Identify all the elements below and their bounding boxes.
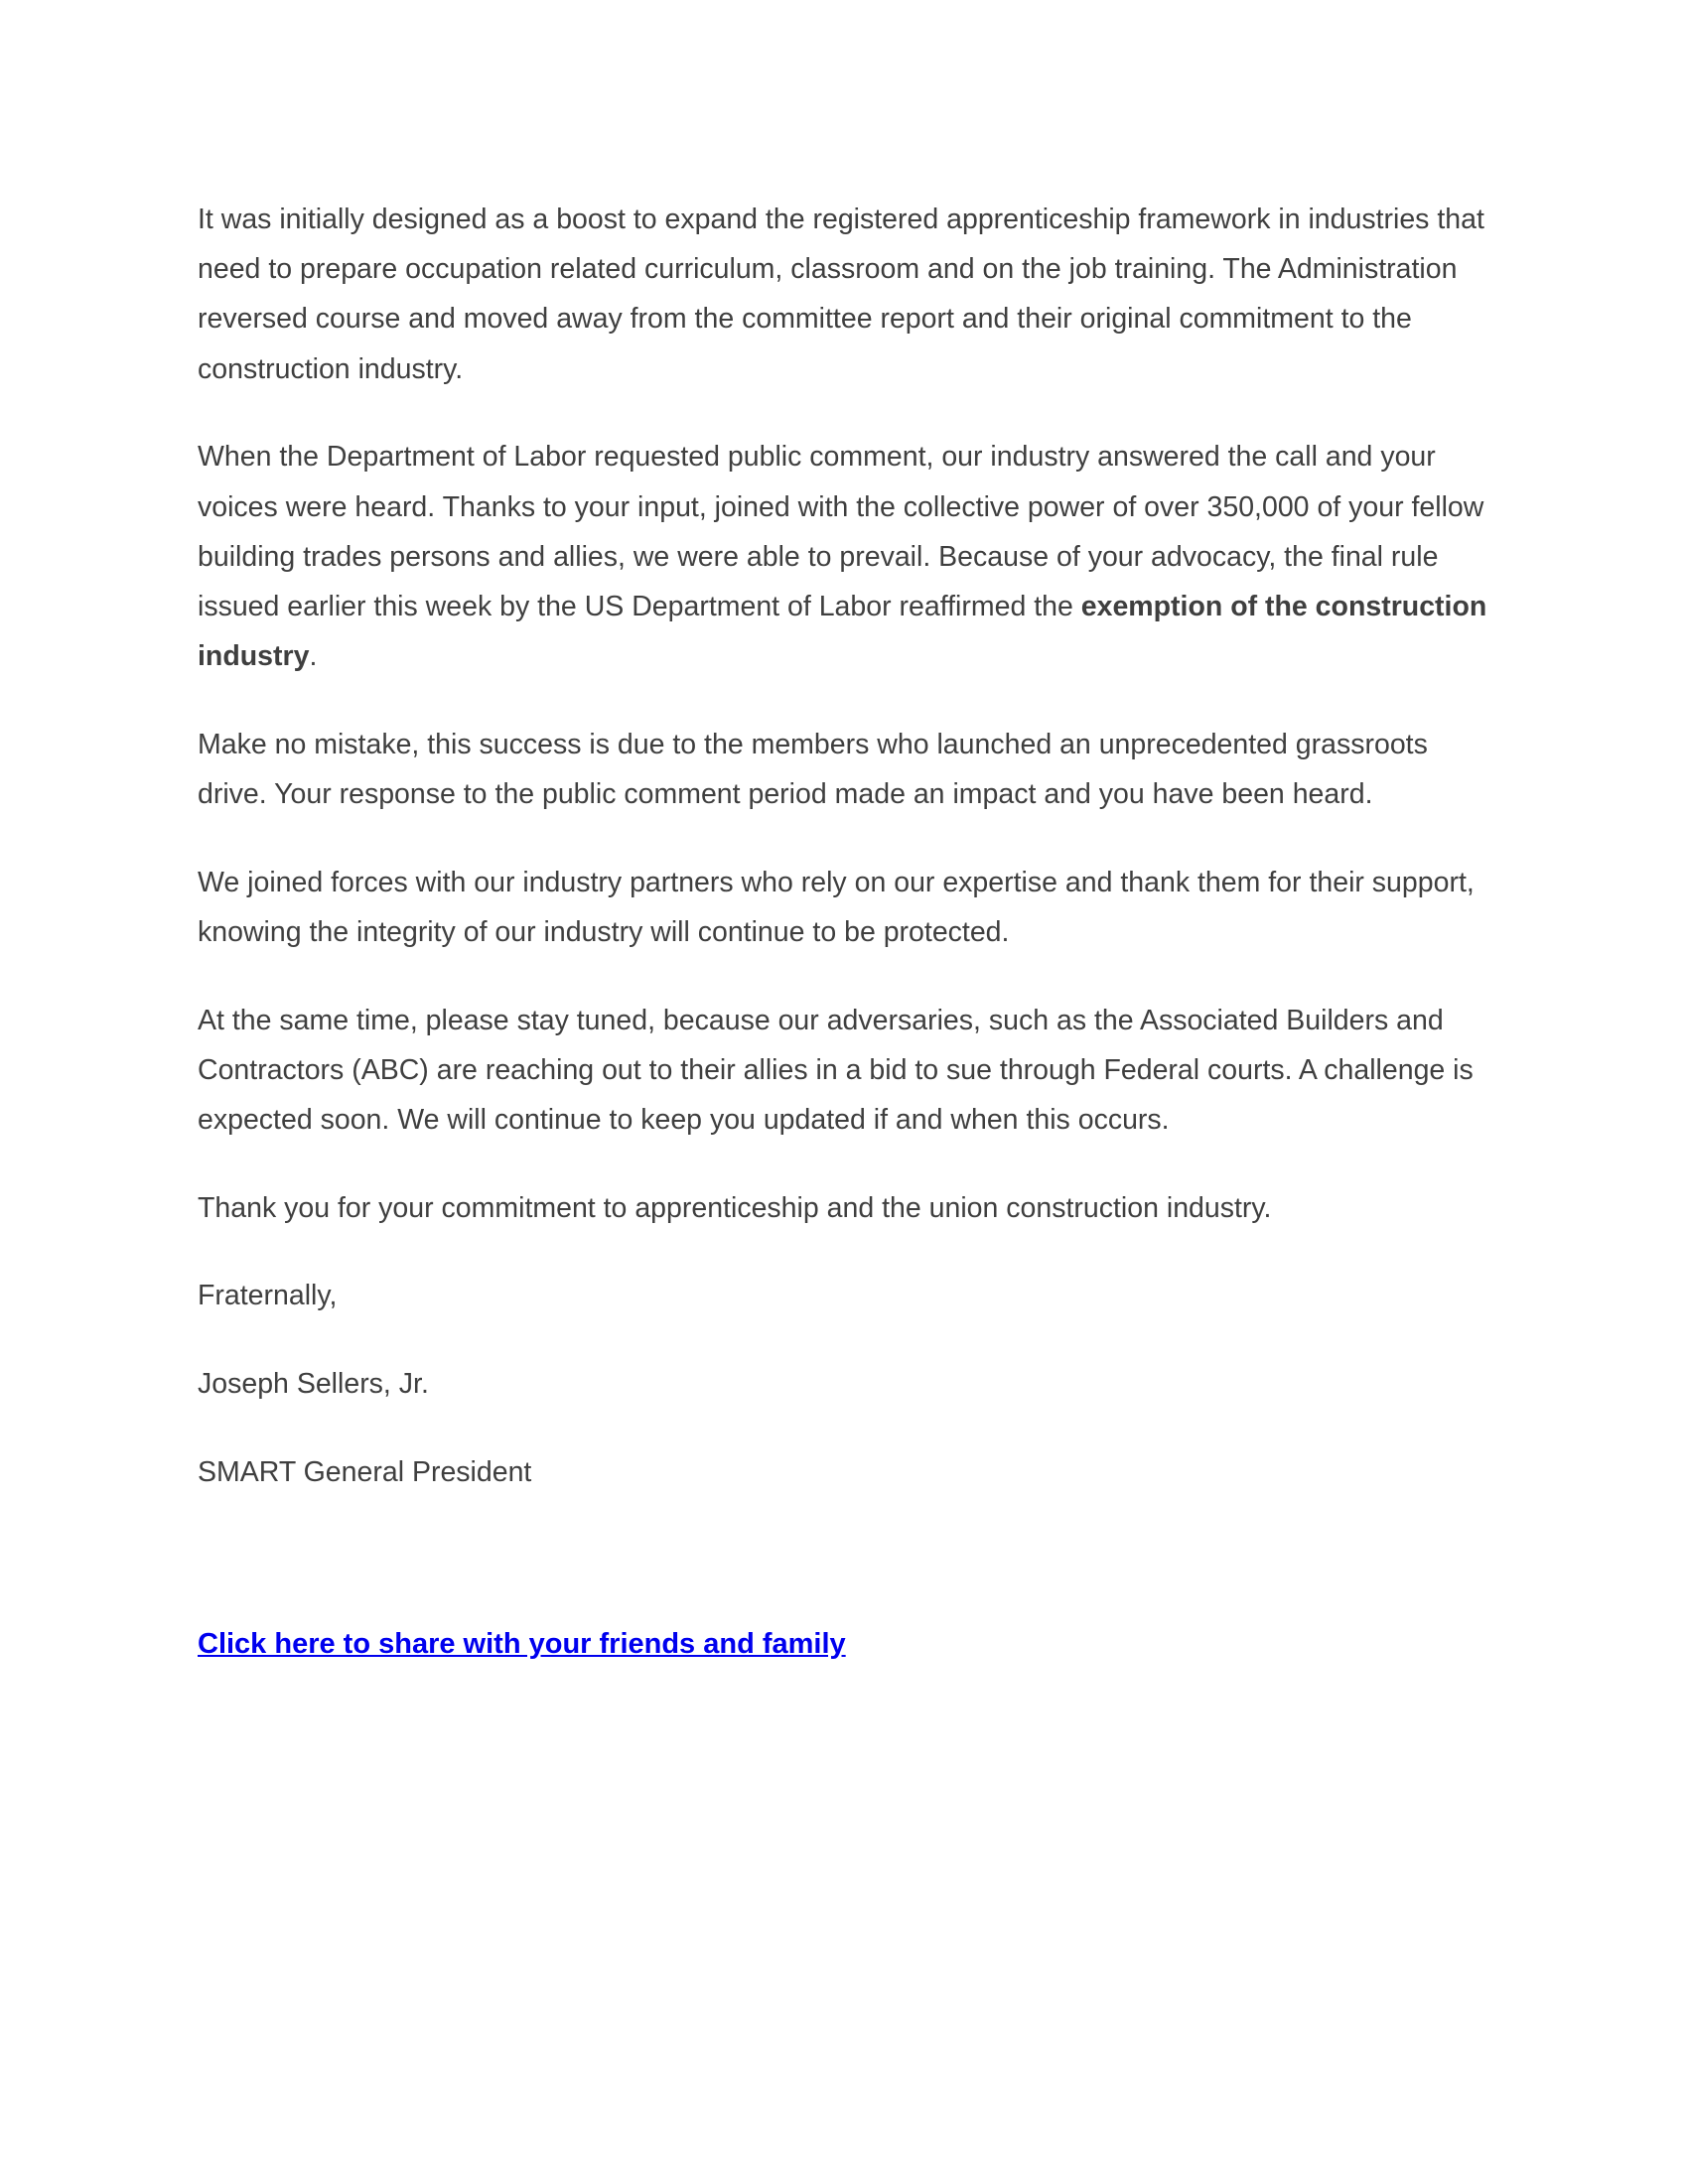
paragraph-grassroots-success: Make no mistake, this success is due to the members who launched an unprecedented grassroots drive. Your response to the public comment period made an impact and you have been heard.: [198, 728, 1428, 811]
share-link[interactable]: Click here to share with your friends and family: [198, 1628, 846, 1660]
signature-title: SMART General President: [198, 1455, 532, 1488]
signature-name: Joseph Sellers, Jr.: [198, 1368, 429, 1401]
paragraph-thank-you: Thank you for your commitment to apprenticeship and the union construction industry.: [198, 1191, 1272, 1224]
share-link-container: [198, 1624, 846, 1664]
paragraph-industry-partners: We joined forces with our industry partners who rely on our expertise and thank them for their support, knowing the integrity of our industry will continue to be protected.: [198, 866, 1475, 948]
public-comment-text: When the Department of Labor requested public comment, our industry answered the call and your voices were heard. Thanks to your input, joined with the collective power of over 350,000 of your fellow building trades persons and allies, we were able to prevail. Because of your advocacy, the final rule issued earlier this week by the US Department of Labor reaffirmed the: [198, 441, 1484, 622]
paragraph-legal-challenge: At the same time, please stay tuned, because our adversaries, such as the Associated Builders and Contractors (ABC) are reaching out to their allies in a bid to sue through Federal courts. A challenge is expected soon. We will continue to keep you updated if and when this occurs.: [198, 1004, 1474, 1137]
paragraph-apprenticeship-design: It was initially designed as a boost to expand the registered apprenticeship framework in industries that need to prepare occupation related curriculum, classroom and on the job training. The Administration reversed course and moved away from the committee report and their original commitment to the construction industry.: [198, 204, 1484, 385]
public-comment-period: .: [309, 640, 318, 673]
paragraph-public-comment: [198, 432, 1498, 681]
closing-salutation: Fraternally,: [198, 1280, 338, 1312]
letter-body: [198, 195, 1498, 1536]
exemption-highlight: exemption of the construction industry: [198, 590, 1487, 673]
